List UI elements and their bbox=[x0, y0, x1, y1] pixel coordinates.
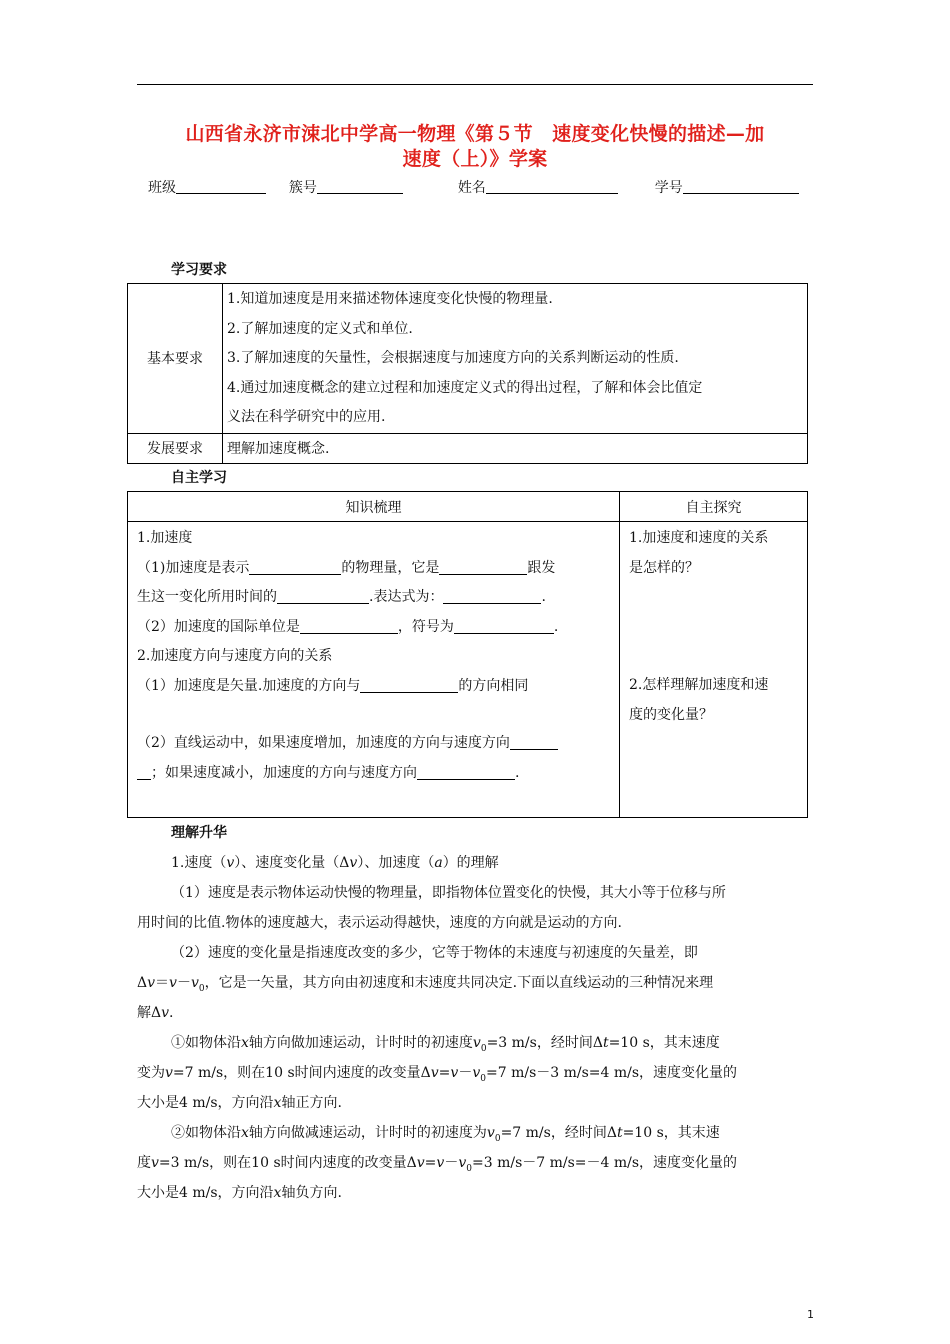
understanding-heading: 1.速度（v）、速度变化量（Δv）、加速度（a）的理解 bbox=[171, 855, 499, 871]
class-label: 班级 bbox=[148, 180, 176, 196]
student-info-row bbox=[148, 177, 799, 197]
name-label: 姓名 bbox=[457, 180, 486, 196]
id-blank[interactable] bbox=[683, 179, 799, 194]
explore-q1: 1.加速度和速度的关系 bbox=[629, 530, 769, 546]
basic-line: 4.通过加速度概念的建立过程和加速度定义式的得出过程，了解和体会比值定 bbox=[227, 379, 703, 396]
basic-label: 基本要求 bbox=[128, 284, 223, 434]
knowledge-line: 2.加速度方向与速度方向的关系 bbox=[137, 648, 333, 664]
basic-line: 义法在科学研究中的应用. bbox=[227, 409, 386, 425]
name-blank[interactable] bbox=[486, 179, 618, 194]
paragraph-line: 用时间的比值.物体的速度越大，表示运动得越快，速度的方向就是运动的方向. bbox=[137, 915, 622, 931]
case-2-line: ②如物体沿x轴方向做减速运动，计时时的初速度为$v_0=7$ m/s，经时间Δt=10 s，其末速 bbox=[171, 1125, 720, 1144]
knowledge-line: （1）加速度是矢量.加速度的方向与 的方向相同 bbox=[137, 677, 529, 694]
col-header-knowledge: 知识梳理 bbox=[128, 492, 620, 522]
knowledge-line: （2）直线运动中，如果速度增加，加速度的方向与速度方向 bbox=[128, 729, 619, 759]
explore-q2: 度的变化量？ bbox=[629, 706, 713, 723]
knowledge-line: 1.加速度 bbox=[137, 530, 193, 546]
develop-text: 理解加速度概念. bbox=[223, 433, 808, 463]
requirements-table bbox=[127, 283, 808, 464]
case-2-line: 度v=3 m/s，则在10 s时间内速度的改变量$\Delta v=v-v_0=3$ m/s－7 m/s=－4 m/s，速度变化量的 bbox=[137, 1155, 738, 1174]
explore-q2: 2.怎样理解加速度和速 bbox=[629, 677, 769, 693]
self-study-table bbox=[127, 491, 808, 818]
paragraph-line: $\Delta v=v-v_0$，它是一矢量，其方向由初速度和末速度共同决定.下面以直线运动的三种情况来理 bbox=[137, 975, 714, 994]
basic-line: 1.知道加速度是用来描述物体速度变化快慢的物理量. bbox=[227, 291, 553, 307]
basic-line: 3.了解加速度的矢量性，会根据速度与加速度方向的关系判断运动的性质. bbox=[227, 350, 679, 366]
knowledge-line: （2）加速度的国际单位是 ，符号为 . bbox=[137, 618, 559, 635]
group-label: 簇号 bbox=[288, 180, 317, 196]
class-blank[interactable] bbox=[176, 179, 266, 194]
section-heading-self-study: 自主学习 bbox=[171, 470, 227, 486]
case-1-line: 大小是4 m/s，方向沿x轴正方向. bbox=[137, 1095, 342, 1111]
case-2-line: 大小是4 m/s，方向沿x轴负方向. bbox=[137, 1185, 342, 1201]
paragraph-line: （1）速度是表示物体运动快慢的物理量，即指物体位置变化的快慢，其大小等于位移与所 bbox=[171, 885, 726, 901]
paragraph-line: （2）速度的变化量是指速度改变的多少，它等于物体的末速度与初速度的矢量差，即 bbox=[171, 945, 698, 961]
case-1-line: ①如物体沿x轴方向做加速运动，计时时的初速度$v_0=3$ m/s，经时间Δt=10 s，其末速度 bbox=[171, 1035, 720, 1054]
header-rule bbox=[137, 84, 813, 85]
paragraph-line: 解Δv. bbox=[137, 1005, 174, 1021]
id-label: 学号 bbox=[654, 180, 683, 196]
basic-line: 2.了解加速度的定义式和单位. bbox=[227, 320, 413, 337]
section-heading-understanding: 理解升华 bbox=[171, 825, 227, 841]
col-header-explore: 自主探究 bbox=[620, 492, 808, 522]
page-number: 1 bbox=[807, 1308, 814, 1321]
knowledge-line: 生这一变化所用时间的 .表达式为： . bbox=[137, 589, 546, 605]
case-1-line: 变为v=7 m/s，则在10 s时间内速度的改变量$\Delta v=v-v_0=7$ m/s－3 m/s=4 m/s，速度变化量的 bbox=[137, 1065, 738, 1084]
knowledge-line: ；如果速度减小，加速度的方向与速度方向 . bbox=[128, 759, 619, 789]
section-heading-requirements: 学习要求 bbox=[171, 262, 227, 278]
group-blank[interactable] bbox=[317, 179, 403, 194]
knowledge-line: （1)加速度是表示 的物理量，它是 跟发 bbox=[137, 559, 556, 576]
develop-label: 发展要求 bbox=[128, 433, 223, 463]
explore-q1: 是怎样的？ bbox=[629, 559, 699, 576]
page-title: 山西省永济市涑北中学高一物理《第５节 速度变化快慢的描述—加 速度（上）》学案 bbox=[185, 123, 765, 170]
